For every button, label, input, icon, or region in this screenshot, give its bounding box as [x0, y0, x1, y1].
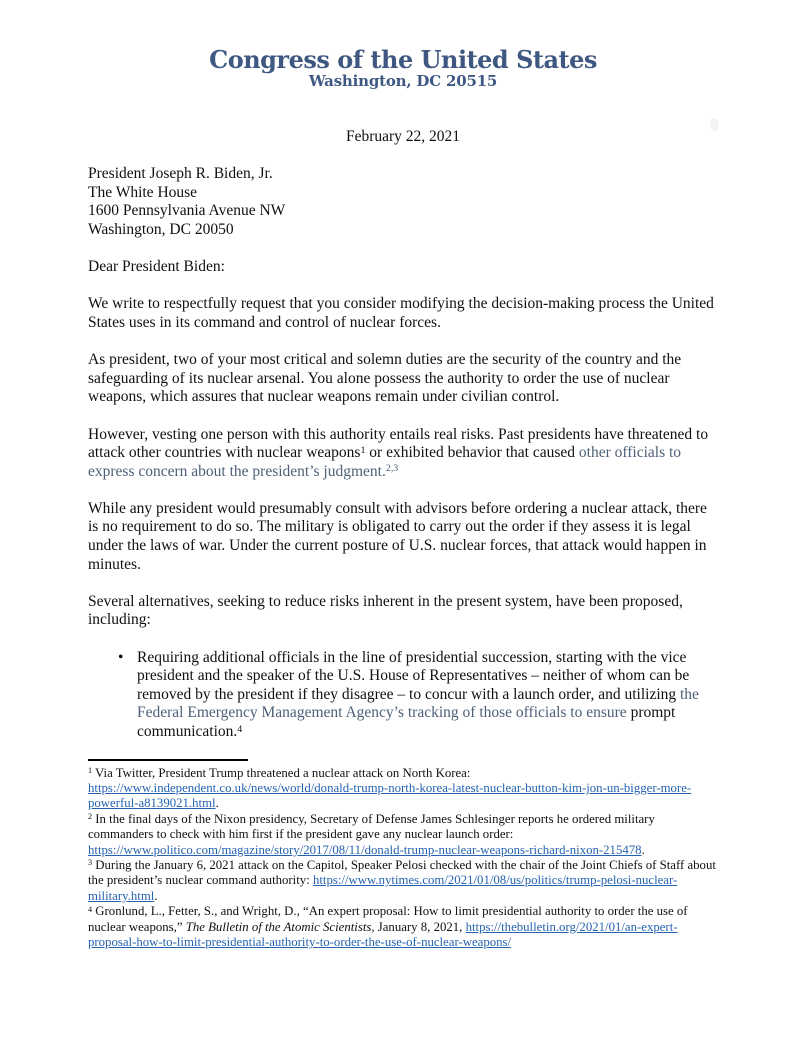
letterhead-title: Congress of the United States — [209, 45, 597, 74]
text-run: , January 8, 2021, — [371, 919, 466, 934]
scan-artifact — [710, 118, 719, 131]
text-run: Several alternatives, seeking to reduce risks inherent in the present system, have been proposed, including: — [88, 592, 683, 629]
text-run: As president, two of your most critical and solemn duties are the security of the country and the safeguarding of its nuclear arsenal. You alone possess the authority to order the use of nuclear weapons, which assures that nuclear weapons remain under civilian control. — [88, 351, 682, 406]
superscript-marker: 4 — [237, 723, 243, 735]
paragraph-alternatives-intro — [88, 593, 718, 630]
footnotes-section — [88, 766, 718, 951]
paragraph-request — [88, 295, 718, 332]
text-run: The Bulletin of the Atomic Scientists — [185, 919, 372, 934]
paragraph-risks — [88, 426, 718, 482]
footnote-1 — [88, 766, 718, 812]
salutation: Dear President Biden: — [88, 258, 225, 276]
recipient-address-block — [88, 165, 718, 239]
superscript-marker: 2,3 — [385, 463, 399, 475]
superscript-marker: 1 — [88, 765, 93, 775]
footnote-4 — [88, 904, 718, 950]
superscript-marker: 2 — [88, 812, 93, 822]
superscript-marker: 3 — [88, 858, 93, 868]
text-run: Requiring additional officials in the line of presidential succession, starting with the vice president and the speaker of the U.S. House of Representatives – neither of whom can be removed by the president if they disagree – to concur with a launch order, and utilizing — [137, 648, 690, 703]
text-run: While any president would presumably consult with advisors before ordering a nuclear attack, there is no requirement to do so. The military is obligated to carry out the order if they assess it is legal under the laws of war. Under the current posture of U.S. nuclear forces, that attack would happen in minutes. — [88, 499, 707, 573]
text-run: . — [215, 796, 219, 811]
superscript-marker: 1 — [360, 444, 366, 456]
bullet-text — [137, 649, 699, 740]
text-run: In the final days of the Nixon presidency, Secretary of Defense James Schlesinger reports he ordered military commanders to check with him first if the president gave any nuclear launch order: — [88, 811, 655, 842]
text-run: or exhibited behavior that caused — [365, 444, 579, 462]
text-run: other officials to express concern about the president’s judgment. — [88, 444, 682, 480]
bullet-item-succession — [88, 649, 718, 742]
text-run: Gronlund, L., Fetter, S., and Wright, D., “An expert proposal: How to limit presidential authority to order the use of nuclear weapons,” — [88, 904, 688, 934]
letterhead — [88, 46, 718, 90]
paragraph-duties — [88, 351, 718, 407]
letterhead-address: Washington, DC 20515 — [308, 72, 498, 90]
text-run: prompt communication. — [137, 704, 676, 740]
footnote-link[interactable]: https://www.independent.co.uk/news/world/donald-trump-north-korea-latest-nuclear-button-kim-jon-un-bigger-more-powerful-a8139021.html — [88, 781, 692, 811]
footnote-link[interactable]: https://thebulletin.org/2021/01/an-expert-proposal-how-to-limit-presidential-authority-to-order-the-use-of-nuclear-weapons/ — [88, 919, 678, 950]
text-run: . — [641, 842, 645, 857]
date-line: February 22, 2021 — [345, 128, 461, 145]
recipient-street: 1600 Pennsylvania Avenue NW — [88, 202, 286, 220]
text-run: During the January 6, 2021 attack on the Capitol, Speaker Pelosi checked with the chair of the Joint Chiefs of Staff about the president’s nuclear command authority: — [88, 858, 716, 888]
footnote-2 — [88, 812, 718, 858]
recipient-org: The White House — [88, 183, 198, 201]
footnote-link[interactable]: https://www.politico.com/magazine/story/2017/08/11/donald-trump-nuclear-weapons-richard-nixon-215478 — [88, 842, 642, 857]
footnote-separator — [88, 759, 248, 761]
footnote-link[interactable]: https://www.nytimes.com/2021/01/08/us/politics/trump-pelosi-nuclear-military.html — [88, 873, 678, 903]
recipient-city: Washington, DC 20050 — [88, 220, 234, 238]
text-run: the Federal Emergency Management Agency’s tracking of those officials to ensure — [137, 685, 699, 722]
letter-body — [88, 128, 718, 742]
text-run: We write to respectfully request that you consider modifying the decision-making process the United States uses in its command and control of nuclear forces. — [88, 295, 714, 331]
recipient-name: President Joseph R. Biden, Jr. — [88, 165, 273, 183]
text-run: . — [154, 888, 158, 903]
footnote-3 — [88, 858, 718, 904]
text-run: However, vesting one person with this authority entails real risks. Past presidents have threatened to attack other countries with nuclear weapons — [88, 425, 709, 462]
text-run: Via Twitter, President Trump threatened a nuclear attack on North Korea: — [92, 765, 471, 780]
bullet-icon: • — [118, 648, 124, 666]
paragraph-no-requirement — [88, 500, 718, 574]
superscript-marker: 4 — [88, 904, 93, 914]
